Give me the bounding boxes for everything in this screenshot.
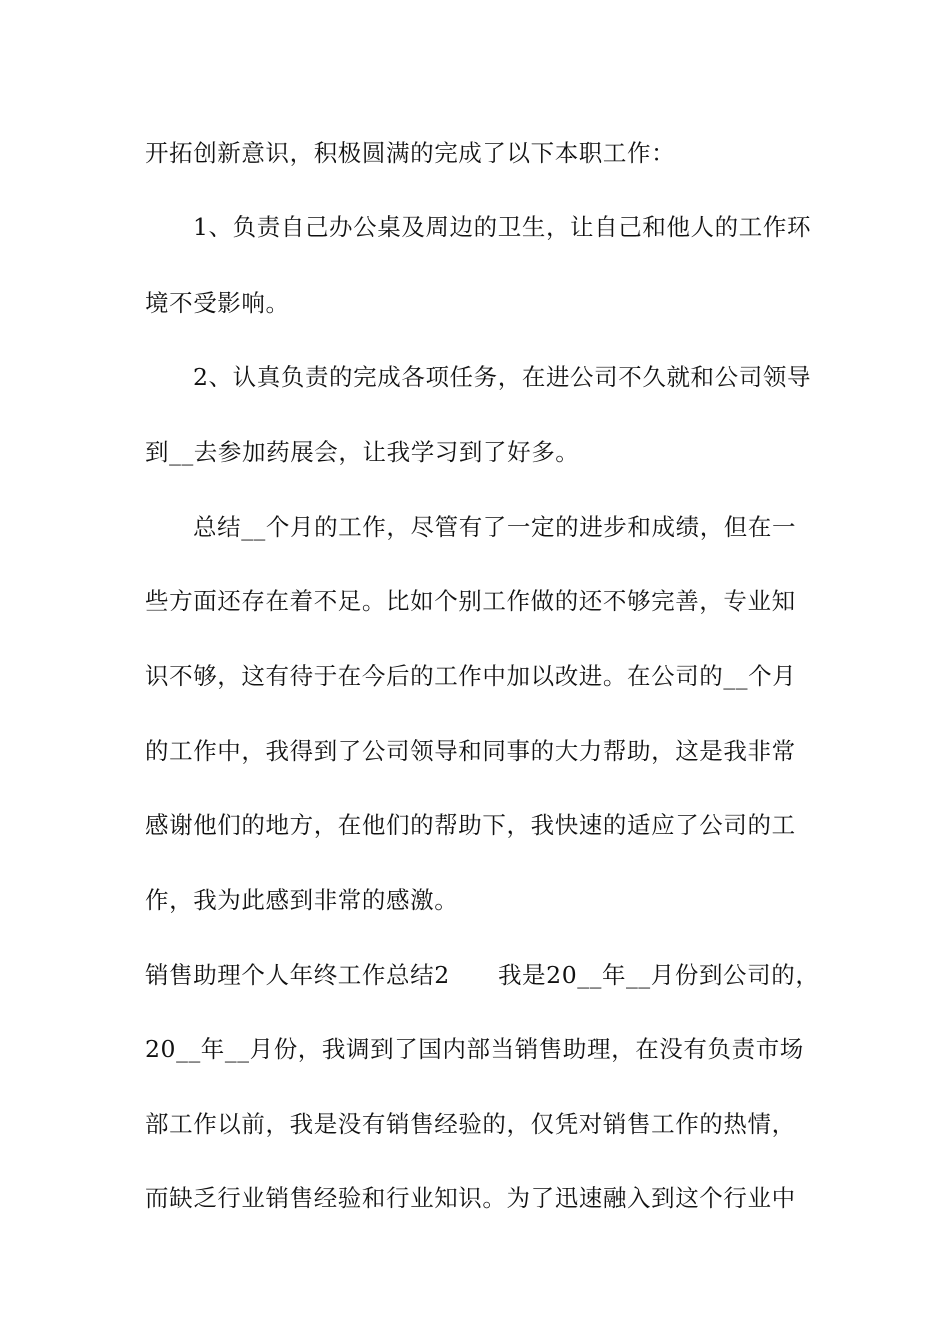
text-line: 20__年__月份，我调到了国内部当销售助理，在没有负责市场: [145, 1035, 804, 1063]
text-line: 开拓创新意识，积极圆满的完成了以下本职工作：: [145, 139, 676, 167]
text-line: 识不够，这有待于在今后的工作中加以改进。在公司的__个月: [145, 662, 797, 690]
text-line: 部工作以前，我是没有销售经验的，仅凭对销售工作的热情，: [145, 1110, 796, 1138]
text-line: 境不受影响。: [145, 289, 290, 317]
text-line: 而缺乏行业销售经验和行业知识。为了迅速融入到这个行业中: [145, 1184, 796, 1212]
text-line: 些方面还存在着不足。比如个别工作做的还不够完善，专业知: [145, 587, 796, 615]
text-line: 作，我为此感到非常的感激。: [145, 886, 459, 914]
text-line: 2、认真负责的完成各项任务，在进公司不久就和公司领导: [193, 363, 812, 391]
text-line: 的工作中，我得到了公司领导和同事的大力帮助，这是我非常: [145, 737, 796, 765]
section-heading-line: 销售助理个人年终工作总结2 我是20__年__月份到公司的，: [145, 961, 820, 989]
text-line: 感谢他们的地方，在他们的帮助下，我快速的适应了公司的工: [145, 811, 796, 839]
text-line: 到__去参加药展会，让我学习到了好多。: [145, 438, 580, 466]
text-line: 1、负责自己办公桌及周边的卫生，让自己和他人的工作环: [193, 213, 812, 241]
text-line: 总结__个月的工作，尽管有了一定的进步和成绩，但在一: [193, 513, 797, 541]
